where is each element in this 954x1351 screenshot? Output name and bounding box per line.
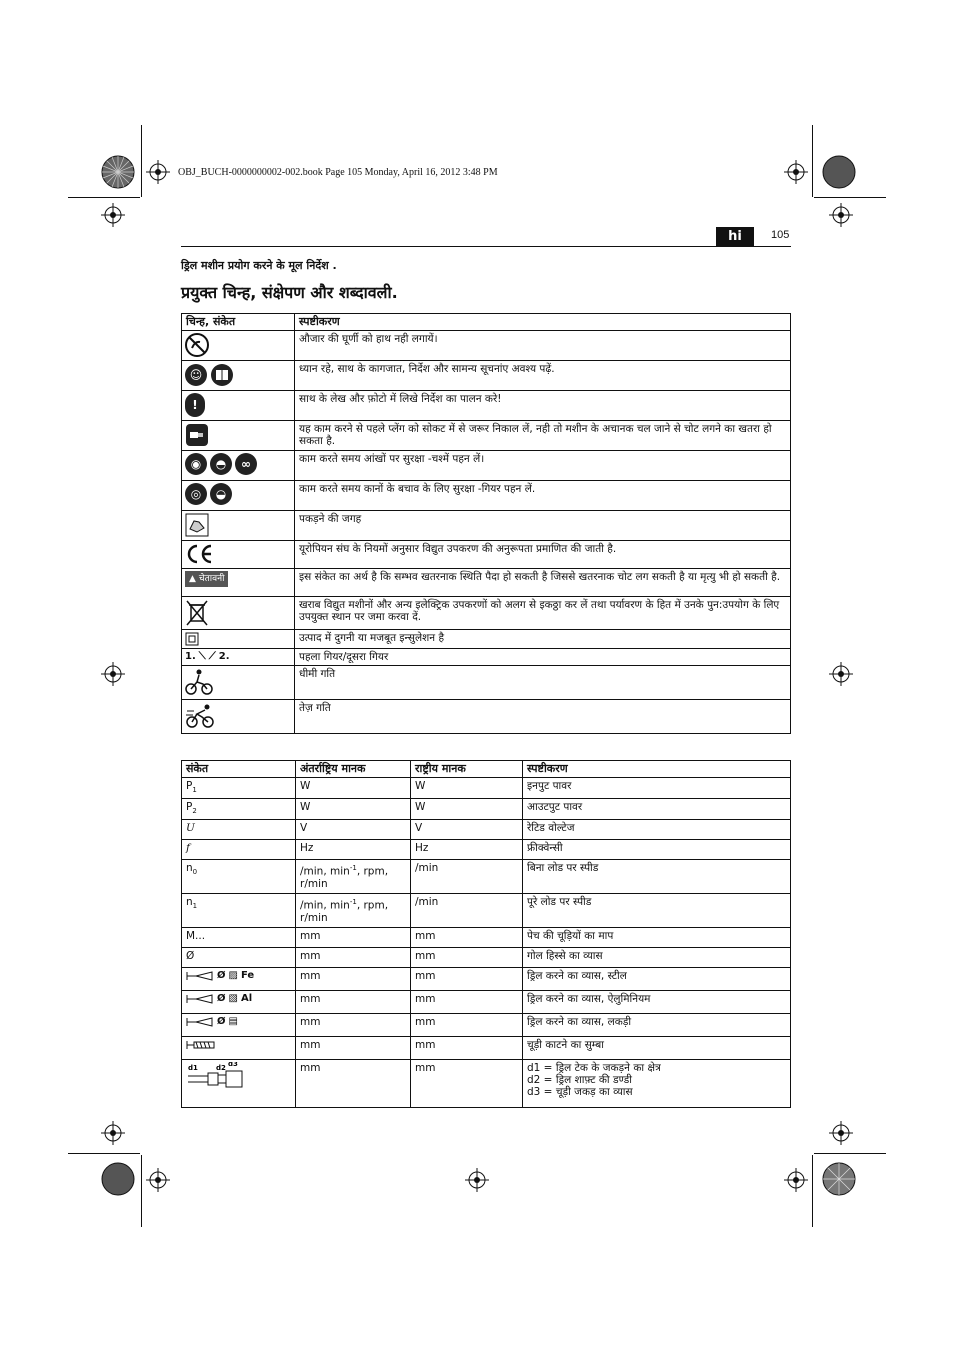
- manual-book-icon: [210, 363, 234, 387]
- chuck-dimensions-icon: [186, 1062, 250, 1092]
- national-unit-cell: W: [411, 799, 523, 820]
- table-row: [182, 860, 791, 894]
- intl-unit-cell: mm: [296, 991, 411, 1014]
- national-unit-cell: mm: [411, 1014, 523, 1037]
- intl-unit-cell: Hz: [296, 840, 411, 860]
- national-unit-cell: mm: [411, 968, 523, 991]
- intl-unit-cell: W: [296, 778, 411, 799]
- symbol-cell: $P_2$: [182, 799, 296, 820]
- column-header: स्पष्टीकरण: [295, 314, 791, 331]
- double-insulation-icon: [185, 632, 199, 646]
- description-cell: बिना लोड पर स्पीड: [523, 860, 791, 894]
- table-row: [182, 948, 791, 968]
- column-header: स्पष्टीकरण: [523, 761, 791, 778]
- intl-unit-cell: mm: [296, 1037, 411, 1060]
- ear-muff-icon: ◒: [210, 483, 232, 505]
- description-cell: आउटपुट पावर: [523, 799, 791, 820]
- symbols-table: [181, 313, 791, 734]
- table-row: [182, 391, 791, 421]
- table-row: [182, 569, 791, 597]
- national-unit-cell: mm: [411, 948, 523, 968]
- symbol-cell: Ø ▧ Al: [182, 991, 296, 1014]
- table-row: [182, 451, 791, 481]
- national-unit-cell: Hz: [411, 840, 523, 860]
- description-cell: ड्रिल करने का व्यास, लकड़ी: [523, 1014, 791, 1037]
- intl-unit-cell: mm: [296, 968, 411, 991]
- table-row: [182, 991, 791, 1014]
- registration-target-icon: [784, 160, 808, 184]
- table-row: [182, 1037, 791, 1060]
- table-row: [182, 799, 791, 820]
- warning-badge: [185, 571, 228, 587]
- national-unit-cell: mm: [411, 1037, 523, 1060]
- ce-mark-icon: [185, 543, 215, 565]
- description-cell: इनपुट पावर: [523, 778, 791, 799]
- table-row: [182, 1060, 791, 1108]
- drill-bit-icon: [186, 993, 214, 1005]
- exclamation-icon: !: [185, 393, 205, 417]
- national-unit-cell: W: [411, 778, 523, 799]
- row-description: ध्यान रहे, साथ के कागजात, निर्देश और सामन्य सूचनांए अवश्य पढ़ें.: [295, 361, 791, 391]
- symbol-cell: U: [182, 820, 296, 840]
- svg-text:d3: d3: [228, 1062, 238, 1069]
- registration-target-icon: [101, 662, 125, 686]
- symbol-cell: M...: [182, 928, 296, 948]
- symbol-cell: [182, 1037, 296, 1060]
- description-cell: पेच की चूड़ियों का माप: [523, 928, 791, 948]
- row-description: औजार की घूर्णी को हाथ नही लगायें।: [295, 331, 791, 361]
- description-cell: पूरे लोड पर स्पीड: [523, 894, 791, 928]
- symbol-cell: f: [182, 840, 296, 860]
- table-row: [182, 968, 791, 991]
- table-row: [182, 597, 791, 630]
- column-header: राष्ट्रीय मानक: [411, 761, 523, 778]
- registration-target-icon: [829, 203, 853, 227]
- column-header: अंतर्राष्ट्रिय मानक: [296, 761, 411, 778]
- row-description: धीमी गति: [295, 666, 791, 700]
- registration-target-icon: [784, 1168, 808, 1192]
- description-cell: ड्रिल करने का व्यास, स्टील: [523, 968, 791, 991]
- symbol-cell: Ø ▨ Fe: [182, 968, 296, 991]
- row-description: काम करते समय आंखों पर सुरक्षा -चश्में पहन लें।: [295, 451, 791, 481]
- table-row: [182, 778, 791, 799]
- color-rosette-icon: [822, 1162, 856, 1196]
- table-row: [182, 541, 791, 569]
- table-row: [182, 511, 791, 541]
- registration-target-icon: [101, 203, 125, 227]
- svg-text:d2: d2: [216, 1064, 226, 1073]
- intl-unit-cell: /min, $\min^{-1}$, rpm, r/min: [296, 894, 411, 928]
- language-badge: hi: [716, 227, 754, 246]
- goggles-icon: ∞: [235, 453, 257, 475]
- table-row: [182, 820, 791, 840]
- national-unit-cell: V: [411, 820, 523, 840]
- table-row: [182, 840, 791, 860]
- face-shield-icon: ◓: [210, 453, 232, 475]
- description-cell: ड्रिल करने का व्यास, ऐलुमिनियम: [523, 991, 791, 1014]
- row-description: पहला गियर/दूसरा गियर: [295, 649, 791, 666]
- table-row: [182, 421, 791, 451]
- units-table: [181, 760, 791, 1108]
- eye-protection-icon: ◉: [185, 453, 207, 475]
- intl-unit-cell: mm: [296, 1014, 411, 1037]
- ear-protection-icon: ◎: [185, 483, 207, 505]
- symbol-cell: $n_0$: [182, 860, 296, 894]
- gear-switch-icon: ⟍: [198, 651, 206, 662]
- column-header: चिन्ह, संकेत: [182, 314, 295, 331]
- gear-1-label: 1.: [185, 651, 196, 662]
- book-info-line: OBJ_BUCH-0000000002-002.book Page 105 Monday, April 16, 2012 3:48 PM: [178, 167, 498, 178]
- drill-bit-icon: [186, 970, 214, 982]
- weee-bin-icon: [185, 599, 209, 627]
- row-description: पकड़ने की जगह: [295, 511, 791, 541]
- national-unit-cell: /min: [411, 860, 523, 894]
- symbol-cell: $P_1$: [182, 778, 296, 799]
- registration-target-icon: [829, 1121, 853, 1145]
- table-row: [182, 649, 791, 666]
- row-description: तेज़ गति: [295, 700, 791, 734]
- thread-tap-icon: [186, 1039, 216, 1051]
- wood-material-icon: ▤: [228, 1016, 238, 1028]
- table-header-row: [182, 314, 791, 331]
- description-cell: चूड़ी काटने का सुम्बा: [523, 1037, 791, 1060]
- row-description: यूरोपियन संघ के नियमों अनुसार विद्युत उपकरण की अनुरूपता प्रमाणित की जाती है.: [295, 541, 791, 569]
- table-row: [182, 331, 791, 361]
- steel-material-icon: ▨: [228, 970, 238, 982]
- description-cell: गोल हिस्से का व्यास: [523, 948, 791, 968]
- row-description: खराब विद्युत मशीनों और अन्य इलेक्ट्रिक उपकरणों को अलग से इकठ्ठा कर लें तथा पर्यावरण के हित में उनके पुन:उपयोग के लिए उपयुक्त स्थान पर जमा करवा दें.: [295, 597, 791, 630]
- national-unit-cell: mm: [411, 991, 523, 1014]
- registration-target-icon: [829, 662, 853, 686]
- description-cell: रेटिड वोल्टेज: [523, 820, 791, 840]
- row-description: उत्पाद में दुगनी या मजबूत इन्सुलेशन है: [295, 630, 791, 649]
- page-title: प्रयुक्त चिन्ह, संक्षेपण और शब्दावली.: [181, 283, 398, 302]
- color-rosette-icon: [101, 1162, 135, 1196]
- fast-cyclist-icon: [185, 702, 215, 730]
- table-row: [182, 361, 791, 391]
- read-manual-person-icon: ☺: [185, 364, 207, 386]
- grip-area-icon: [185, 513, 209, 537]
- symbol-cell: Ø ▤: [182, 1014, 296, 1037]
- section-subtitle: ड्रिल मशीन प्रयोग करने के मूल निर्देश .: [181, 259, 337, 272]
- no-touch-rotating-icon: [185, 333, 209, 357]
- header-divider: [181, 246, 791, 247]
- intl-unit-cell: mm: [296, 948, 411, 968]
- row-description: इस संकेत का अर्थ है कि सम्भव खतरनाक स्थिति पैदा हो सकती है जिससे खतरनाक चोट लग सकती है या मृत्यु भी हो सकती है.: [295, 569, 791, 597]
- intl-unit-cell: W: [296, 799, 411, 820]
- table-row: [182, 700, 791, 734]
- aluminium-material-icon: ▧: [228, 993, 238, 1005]
- intl-unit-cell: V: [296, 820, 411, 840]
- table-row: [182, 481, 791, 511]
- table-row: [182, 630, 791, 649]
- national-unit-cell: mm: [411, 928, 523, 948]
- row-description: काम करते समय कानों के बचाव के लिए सुरक्षा -गियर पहन लें.: [295, 481, 791, 511]
- registration-target-icon: [465, 1168, 489, 1192]
- symbol-cell: $n_1$: [182, 894, 296, 928]
- color-rosette-icon: [101, 155, 135, 189]
- svg-text:d1: d1: [188, 1064, 198, 1073]
- intl-unit-cell: /min, $\min^{-1}$, rpm, r/min: [296, 860, 411, 894]
- description-cell: d1 = ड्रिल टेक के जकड़ने का क्षेत्र d2 = ड्रिल शाफ़्ट की डण्डी d3 = चूड़ी जकड़ का व्यास: [523, 1060, 791, 1108]
- intl-unit-cell: mm: [296, 928, 411, 948]
- gear-switch-icon: ⟋: [208, 651, 216, 662]
- column-header: संकेत: [182, 761, 296, 778]
- registration-target-icon: [101, 1121, 125, 1145]
- table-row: [182, 928, 791, 948]
- national-unit-cell: /min: [411, 894, 523, 928]
- symbol-cell: Ø: [182, 948, 296, 968]
- unplug-icon: [185, 423, 209, 447]
- symbol-cell: [182, 1060, 296, 1108]
- national-unit-cell: mm: [411, 1060, 523, 1108]
- table-header-row: [182, 761, 791, 778]
- color-rosette-icon: [822, 155, 856, 189]
- gear-2-label: 2.: [218, 651, 230, 662]
- registration-target-icon: [146, 1168, 170, 1192]
- drill-bit-icon: [186, 1016, 214, 1028]
- row-description: साथ के लेख और फ़ोटो में लिखे निर्देश का पालन करे!: [295, 391, 791, 421]
- description-cell: फ्रीक्वेन्सी: [523, 840, 791, 860]
- warning-triangle-icon: ▲: [189, 574, 196, 584]
- warning-badge-label: चेतावनी: [198, 574, 225, 584]
- table-row: [182, 666, 791, 700]
- slow-cyclist-icon: [185, 668, 213, 696]
- registration-target-icon: [146, 160, 170, 184]
- row-description: यह काम करने से पहले प्लेंग को सोकट में से जरूर निकाल लें, नही तो मशीन के अचानक चल जाने से चोट लगने का खतरा हो सकता है.: [295, 421, 791, 451]
- intl-unit-cell: mm: [296, 1060, 411, 1108]
- table-row: [182, 1014, 791, 1037]
- page-number: 105: [771, 229, 790, 241]
- table-row: [182, 894, 791, 928]
